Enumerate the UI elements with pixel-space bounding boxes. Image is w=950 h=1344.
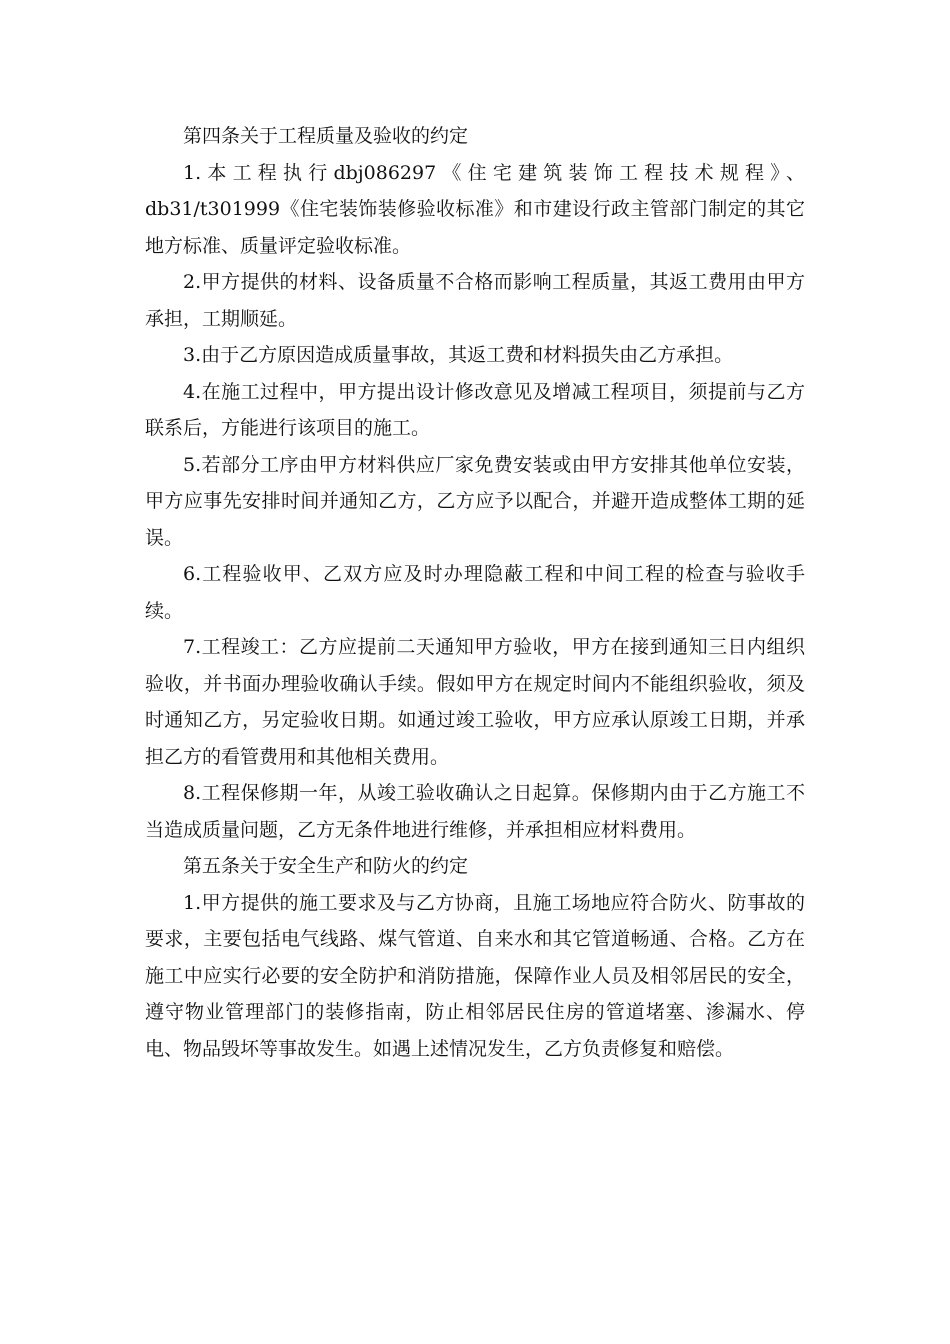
clause-paragraph: 1.甲方提供的施工要求及与乙方协商，且施工场地应符合防火、防事故的要求，主要包括电气线路、煤气管道、自来水和其它管道畅通、合格。乙方在施工中应实行必要的安全防护和消防措施，保障作业人员及相邻居民的安全，遵守物业管理部门的装修指南，防止相邻居民住房的管道堵塞、渗漏水、停电、物品毁坏等事故发生。如遇上述情况发生，乙方负责修复和赔偿。 <box>145 891 805 1060</box>
section-heading-article-5: 第五条关于安全生产和防火的约定 <box>183 855 469 877</box>
document-body <box>145 118 805 1067</box>
clause-paragraph: 3.由于乙方原因造成质量事故，其返工费和材料损失由乙方承担。 <box>183 344 734 366</box>
clause-paragraph: 4.在施工过程中，甲方提出设计修改意见及增减工程项目，须提前与乙方联系后，方能进行该项目的施工。 <box>145 380 805 439</box>
section-heading-article-4: 第四条关于工程质量及验收的约定 <box>183 125 469 147</box>
clause-paragraph: 6.工程验收甲、乙双方应及时办理隐蔽工程和中间工程的检查与验收手续。 <box>145 563 805 622</box>
clause-paragraph: 5.若部分工序由甲方材料供应厂家免费安装或由甲方安排其他单位安装，甲方应事先安排时间并通知乙方，乙方应予以配合，并避开造成整体工期的延误。 <box>145 453 805 549</box>
clause-paragraph: 7.工程竣工：乙方应提前二天通知甲方验收，甲方在接到通知三日内组织验收，并书面办理验收确认手续。假如甲方在规定时间内不能组织验收，须及时通知乙方，另定验收日期。如通过竣工验收，甲方应承认原竣工日期，并承担乙方的看管费用和其他相关费用。 <box>145 636 805 768</box>
clause-paragraph: 2.甲方提供的材料、设备质量不合格而影响工程质量，其返工费用由甲方承担，工期顺延。 <box>145 271 805 330</box>
clause-paragraph: 1.本工程执行dbj086297《住宅建筑装饰工程技术规程》、db31/t301999《住宅装饰装修验收标准》和市建设行政主管部门制定的其它地方标准、质量评定验收标准。 <box>145 161 805 257</box>
clause-paragraph: 8.工程保修期一年，从竣工验收确认之日起算。保修期内由于乙方施工不当造成质量问题，乙方无条件地进行维修，并承担相应材料费用。 <box>145 782 805 841</box>
